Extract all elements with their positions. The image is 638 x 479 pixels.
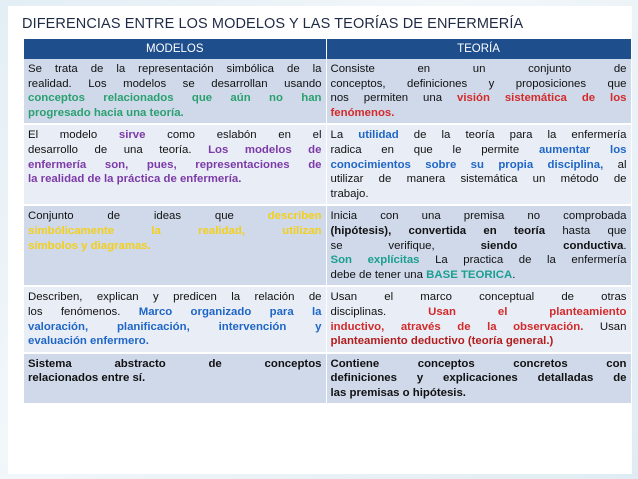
text-segment: aumentar los xyxy=(538,143,627,156)
text-segment: visión sistemática de los xyxy=(456,92,627,105)
text-segment: . xyxy=(512,268,516,281)
text-segment: Usan el planteamiento xyxy=(428,305,627,318)
text-segment: evaluación enfermero. xyxy=(28,335,149,348)
table-row xyxy=(24,353,631,405)
cell-line xyxy=(331,77,627,92)
text-segment: trabajo. xyxy=(330,187,369,200)
cell-line xyxy=(331,239,627,254)
text-segment: Inicia con una premisa no comprobada xyxy=(330,210,627,223)
text-segment: Conjunto de ideas que xyxy=(28,210,268,223)
text-segment: Usan el marco conceptual de otras xyxy=(330,291,627,304)
text-segment: valoración, planificación, intervención y xyxy=(28,320,322,333)
cell-line xyxy=(331,371,627,386)
cell-line xyxy=(28,224,322,239)
cell-line xyxy=(28,320,322,335)
cell-line xyxy=(331,106,627,121)
cell-line xyxy=(331,128,627,143)
cell-line xyxy=(331,357,627,372)
text-segment: La practica de la enfermería xyxy=(419,254,627,267)
text-segment: BASE TEORICA xyxy=(426,268,513,281)
text-segment: enfermería son, pues, representaciones de xyxy=(28,158,322,171)
text-segment: de la teoría para la enfermería xyxy=(398,129,627,142)
cell-line xyxy=(331,91,627,106)
text-segment: El modelo xyxy=(28,129,119,142)
text-segment: nos permiten una xyxy=(330,92,457,105)
text-segment: Consiste en un conjunto de xyxy=(330,63,627,75)
cell-line xyxy=(331,172,627,187)
cell-line xyxy=(331,334,627,349)
cell-line xyxy=(331,253,627,268)
text-segment: Se trata de la representación simbólica de la xyxy=(28,63,322,75)
header-theory: TEORÍA xyxy=(326,39,631,59)
cell-line xyxy=(28,357,322,372)
cell-line xyxy=(28,143,322,158)
comparison-table xyxy=(24,39,632,405)
cell-line xyxy=(28,290,322,305)
text-segment: (hipótesis), convertida en teoría xyxy=(330,224,546,237)
text-segment: planteamiento deductivo (teoría general.) xyxy=(330,335,554,348)
text-segment: Contiene conceptos concretos con xyxy=(330,357,627,370)
model-cell xyxy=(24,353,326,405)
text-segment: debe de tener una xyxy=(330,268,427,281)
cell-line xyxy=(28,62,322,77)
text-segment: . xyxy=(623,239,627,252)
theory-cell xyxy=(326,205,631,286)
text-segment: al xyxy=(603,158,627,171)
cell-line xyxy=(331,62,627,77)
text-segment: Marco organizado para la xyxy=(138,305,322,318)
text-segment: la realidad de la práctica de enfermería. xyxy=(28,173,242,186)
text-segment: definiciones y explicaciones detalladas de xyxy=(330,372,627,385)
cell-line xyxy=(28,371,322,386)
cell-line xyxy=(331,158,627,173)
text-segment: Son explícitas xyxy=(330,254,420,267)
text-segment: radica en que le permite xyxy=(330,143,539,156)
text-segment: fenómenos. xyxy=(330,106,395,119)
cell-line xyxy=(331,209,627,224)
text-segment: siendo conductiva xyxy=(480,239,624,252)
text-segment: utilizar de manera sistemática un método de xyxy=(330,173,627,186)
text-segment: simbólicamente la realidad, utilizan xyxy=(28,224,322,237)
theory-cell xyxy=(326,59,631,124)
text-segment: conocimientos sobre su propia disciplina, xyxy=(330,158,604,171)
cell-line xyxy=(331,268,627,283)
theory-cell xyxy=(326,353,631,405)
model-cell xyxy=(24,286,326,352)
text-segment: utilidad xyxy=(358,129,399,142)
theory-cell xyxy=(326,286,631,352)
text-segment: como eslabón en el xyxy=(145,129,322,142)
cell-line xyxy=(331,187,627,202)
text-segment: conceptos relacionados que aún no han xyxy=(28,92,322,105)
cell-line xyxy=(28,77,322,92)
text-segment: desarrollo de una teoría. xyxy=(28,143,209,156)
header-models: MODELOS xyxy=(24,39,326,59)
text-segment: las premisas o hipótesis. xyxy=(330,386,466,399)
text-segment: los fenómenos. xyxy=(28,305,139,318)
cell-line xyxy=(28,91,322,106)
model-cell xyxy=(24,205,326,286)
text-segment: progresado hacia una teoría. xyxy=(28,106,184,119)
cell-line xyxy=(28,239,322,254)
table-row xyxy=(24,124,631,205)
text-segment: describen xyxy=(267,210,322,223)
table-header-row xyxy=(24,39,631,59)
cell-line xyxy=(331,224,627,239)
slide-title: DIFERENCIAS ENTRE LOS MODELOS Y LAS TEORÍAS DE ENFERMERÍA xyxy=(22,16,524,32)
text-segment: conceptos, definiciones y proposiciones que xyxy=(330,77,627,90)
text-segment: Sistema abstracto de conceptos xyxy=(28,357,322,370)
text-segment: sirve xyxy=(118,129,146,142)
text-segment: relacionados entre sí. xyxy=(28,372,146,385)
table-body xyxy=(24,59,631,404)
cell-line xyxy=(28,128,322,143)
cell-line xyxy=(28,305,322,320)
cell-line xyxy=(331,143,627,158)
text-segment: símbolos y diagramas. xyxy=(28,239,151,252)
theory-cell xyxy=(326,124,631,205)
cell-line xyxy=(28,172,322,187)
text-segment: Los modelos de xyxy=(208,143,322,156)
text-segment: hasta que xyxy=(545,224,627,237)
text-segment: disciplinas. xyxy=(330,305,429,318)
text-segment: La xyxy=(330,129,359,142)
cell-line xyxy=(331,386,627,401)
model-cell xyxy=(24,124,326,205)
text-segment: Describen, explican y predicen la relación de xyxy=(28,291,322,304)
cell-line xyxy=(331,320,627,335)
cell-line xyxy=(331,305,627,320)
cell-line xyxy=(28,334,322,349)
text-segment: se verifique, xyxy=(330,239,481,252)
cell-line xyxy=(28,158,322,173)
table-row xyxy=(24,59,631,124)
model-cell xyxy=(24,59,326,124)
table-row xyxy=(24,286,631,352)
text-segment: realidad. Los modelos se desarrollan usando xyxy=(28,77,322,90)
text-segment: inductivo, através de la observación. xyxy=(330,320,584,333)
table-row xyxy=(24,205,631,286)
cell-line xyxy=(331,290,627,305)
cell-line xyxy=(28,209,322,224)
text-segment: Usan xyxy=(583,320,627,333)
cell-line xyxy=(28,106,322,121)
